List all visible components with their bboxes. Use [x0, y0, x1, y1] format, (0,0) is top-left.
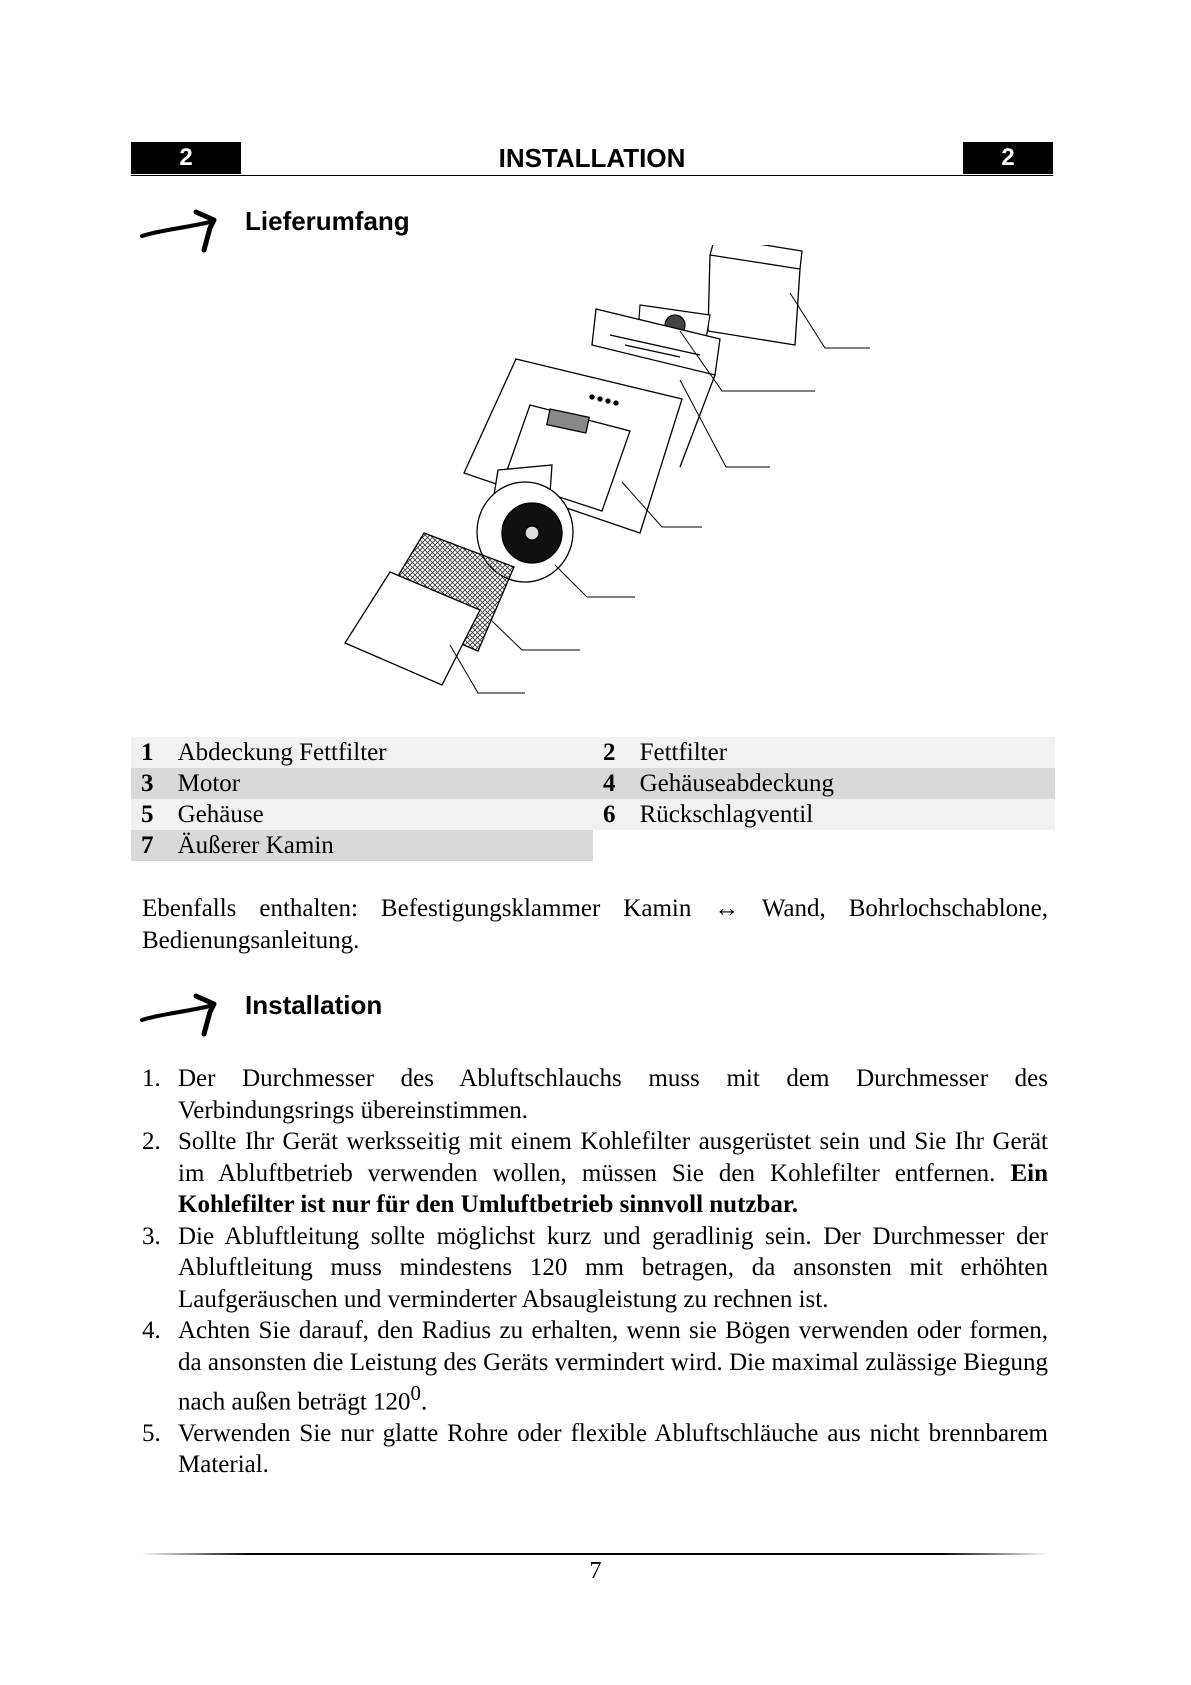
parts-row — [131, 768, 1055, 799]
part-number: 6 — [593, 799, 640, 830]
section-title: Lieferumfang — [245, 206, 410, 236]
step-text-end: . — [420, 1388, 428, 1416]
part-label: Äußerer Kamin — [178, 830, 593, 861]
part-label: Rückschlagventil — [640, 799, 1055, 830]
chapter-title: INSTALLATION — [498, 143, 686, 173]
step-text: Verwenden Sie nur glatte Rohre oder flexible Abluftschläuche aus nicht brennbarem Material. — [178, 1419, 1048, 1479]
step-number: 4. — [142, 1317, 161, 1344]
step-number: 2. — [142, 1128, 161, 1155]
part-label: Fettfilter — [640, 737, 1055, 768]
part-label: Abdeckung Fettfilter — [178, 737, 593, 768]
step-emphasis: Ein Kohlefilter ist nur für den Umluftbetrieb sinnvoll nutzbar. — [178, 1159, 1049, 1218]
step-text: Achten Sie darauf, den Radius zu erhalten, wenn sie Bögen verwenden oder formen, da ansonsten die Leistung des Geräts vermindert wird. Die maximal zulässige Biegung nach außen beträgt 120 — [178, 1317, 1048, 1416]
list-item — [142, 1126, 1048, 1221]
list-item — [142, 1315, 1048, 1418]
chimney-cover-illustration — [708, 245, 802, 345]
section-title: Installation — [245, 990, 383, 1020]
part-number: 3 — [131, 768, 178, 799]
part-number: 5 — [131, 799, 178, 830]
parts-list — [131, 737, 1055, 861]
step-number: 5. — [142, 1419, 161, 1447]
part-number: 1 — [131, 737, 178, 768]
installation-steps — [142, 1063, 1048, 1481]
step-text: Der Durchmesser des Abluftschlauchs muss mit dem Durchmesser des Verbindungsrings übereinstimmen. — [178, 1065, 1048, 1124]
list-item — [142, 1418, 1048, 1481]
arrow-icon — [140, 206, 225, 256]
part-label: Gehäuseabdeckung — [640, 768, 1055, 799]
part-label: Motor — [178, 768, 593, 799]
step-number: 1. — [142, 1065, 161, 1092]
part-number: 4 — [593, 768, 640, 799]
part-number — [593, 830, 640, 861]
page-number: 7 — [589, 1558, 602, 1584]
arrow-icon — [140, 990, 225, 1040]
part-label: Gehäuse — [178, 799, 593, 830]
parts-row — [131, 737, 1055, 768]
chapter-header — [131, 142, 1053, 176]
included-items-text: Ebenfalls enthalten: Befestigungsklammer Kamin ↔ Wand, Bohrlochschablone, Bedienungsanleitung. — [142, 895, 1048, 954]
list-item — [142, 1063, 1048, 1126]
part-label — [640, 830, 1055, 861]
footer-divider — [141, 1553, 1049, 1555]
parts-row — [131, 830, 1055, 861]
chapter-number-right: 2 — [963, 142, 1053, 174]
step-text: Die Abluftleitung sollte möglichst kurz und geradlinig sein. Der Durchmesser der Abluftleitung muss mindestens 120 mm betragen, da ansonsten mit erhöhten Laufgeräuschen und verminderter Absaugleistung zu rechnen ist. — [178, 1222, 1048, 1313]
part-number: 7 — [131, 830, 178, 861]
exploded-view-diagram — [340, 245, 900, 705]
step-text: Sollte Ihr Gerät werksseitig mit einem Kohlefilter ausgerüstet sein und Sie Ihr Gerät im Abluftbetrieb verwenden wollen, müssen Sie den Kohlefilter entfernen. — [178, 1128, 1048, 1187]
step-number: 3. — [142, 1222, 161, 1250]
degree-superscript: 0 — [410, 1381, 421, 1405]
part-number: 2 — [593, 737, 640, 768]
chapter-number-left: 2 — [131, 142, 241, 174]
list-item — [142, 1221, 1048, 1316]
parts-row — [131, 799, 1055, 830]
